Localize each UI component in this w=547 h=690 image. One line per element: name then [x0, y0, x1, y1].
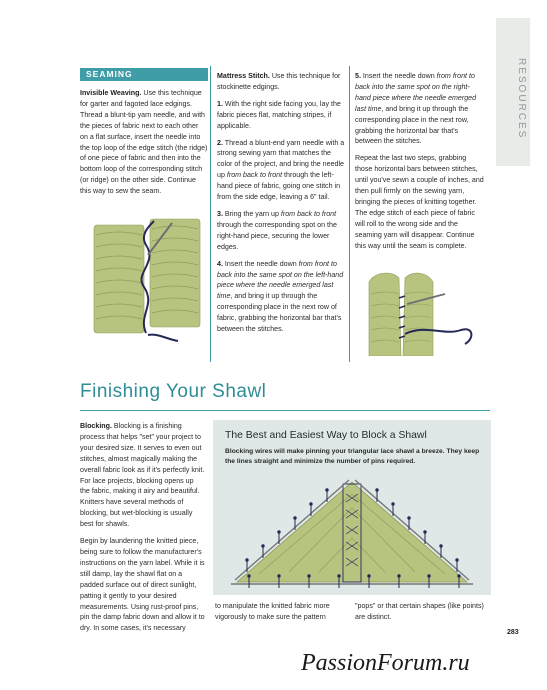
invisible-weaving-paragraph [80, 88, 208, 203]
blocking-text: Blocking is a finishing process that helps "set" your project to your desired size. It serves to even out stitches, almost magically making the overall fabric look as if it's perfectly knit. For lace projects, blocking opens up the fabric, making it airy and beautiful. Knitters have several methods of blocking, but wet-blocking is usually best for shawls. [80, 422, 205, 529]
mattress-stitch-title: Mattress Stitch. [217, 72, 270, 80]
mattress-step-2: 2. Thread a blunt-end yarn needle with a strong sewing yarn that matches the color of the project, and bring the needle up from back to front through the left-hand piece of fabric, going one stitch in from the side edge, leaving a 6" tail. [217, 138, 345, 202]
invisible-weaving-illustration [88, 215, 206, 345]
section-title-rule [80, 410, 490, 411]
section-title: Finishing Your Shawl [80, 381, 267, 402]
mattress-stitch-column-continued [355, 71, 485, 258]
mattress-stitch-column [217, 71, 345, 341]
resources-tab-label: RESOURCES [516, 58, 527, 140]
blocking-title: Blocking. [80, 422, 112, 430]
resources-tab [496, 18, 530, 166]
blocking-column [80, 421, 205, 640]
column-divider-right [349, 66, 350, 362]
blocking-text-2: Begin by laundering the knitted piece, being sure to follow the manufacturer's instructions on the yarn label. While it is still damp, lay the shawl flat on a padded surface out of direct sunlight, patting it gently to your desired measurements. Using rust-proof pins, pin the damp fabric down and allow it to dry. In some cases, it's necessary [80, 537, 205, 633]
seaming-header-label: SEAMING [86, 69, 133, 79]
panel-title: The Best and Easiest Way to Block a Shawl [225, 430, 427, 441]
panel-text: Blocking wires will make pinning your triangular lace shawl a breeze. They keep the lines straight and minimize the number of pins required. [225, 448, 480, 465]
blocking-continued-right: "pops" or that certain shapes (like points) are distinct. [355, 602, 484, 621]
mattress-step-3: 3. Bring the yarn up from back to front through the corresponding spot on the right-hand piece, securing the lower edges. [217, 209, 337, 251]
mattress-repeat-text: Repeat the last two steps, grabbing those horizontal bars between stitches, until you've sewn a couple of inches, and then pull firmly on the sewing yarn, bringing the pieces of knitting together. The edge stitch of each piece of fabric will roll to the wrong side and the seaming yarn will disappear. Continue this way until the seam is complete. [355, 154, 484, 250]
page-number: 283 [507, 629, 519, 636]
mattress-step-1: 1. With the right side facing you, lay the fabric pieces flat, matching stripes, if applicable. [217, 99, 341, 130]
seaming-header [80, 68, 208, 81]
blocking-continued-left: to manipulate the knitted fabric more vigorously to make sure the pattern [215, 602, 330, 621]
mattress-step-5: 5. Insert the needle down from front to back into the same spot on the right-hand piece where the needle emerged last time, and bring it up through the corresponding place in the next row, grabbing the horizontal bar that's between the stitches. [355, 72, 477, 146]
invisible-weaving-text: Use this technique for garter and fagoted lace edgings. Thread a blunt-tip yarn needle, and with the pieces of fabric next to each other on a flat surface, insert the needle into the top loop of the edge stitch (the ridge) of one piece of fabric and then into the bottom loop of the corresponding stitch (or ridge) on the other side. Continue this way to sew the seam. [80, 89, 208, 196]
block-a-shawl-panel [213, 420, 491, 595]
invisible-weaving-title: Invisible Weaving. [80, 89, 142, 97]
mattress-step-4: 4. Insert the needle down from front to back into the same spot on the left-hand piece where the needle emerged last time, and bring it up through the corresponding place in the next row of fabric, grabbing the horizontal bar that's between the stitches. [217, 259, 344, 334]
shawl-blocking-illustration [219, 472, 485, 592]
mattress-stitch-intro: Use this technique for stockinette edgings. [217, 72, 341, 91]
mattress-stitch-illustration [365, 268, 483, 356]
column-divider-left [210, 66, 211, 362]
watermark: PassionForum.ru [301, 650, 470, 676]
